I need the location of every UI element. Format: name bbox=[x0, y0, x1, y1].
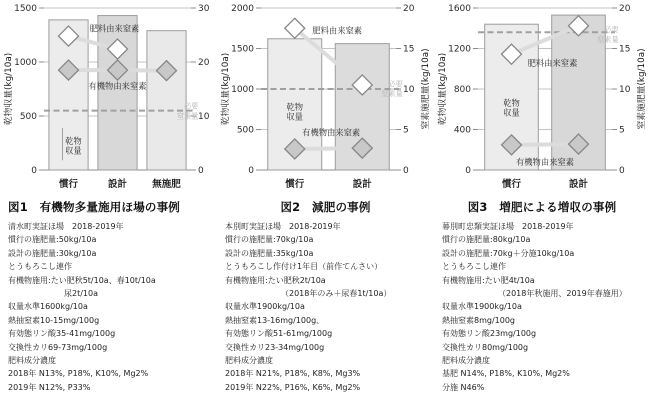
svg-text:肥料由来窒素: 肥料由来窒素 bbox=[527, 58, 578, 69]
right-axis-title: 窒素施肥量(kg/10a) bbox=[637, 48, 647, 130]
note-line: 尿2t/10a bbox=[64, 289, 99, 299]
note-line: 本別町実証ほ場 2018-2019年 bbox=[225, 222, 341, 231]
svg-text:10: 10 bbox=[619, 85, 631, 95]
note-line: 慣行の施肥量:50kg/10a bbox=[8, 235, 97, 245]
figure1-caption: 図1 有機物多量施用ほ場の事例 bbox=[8, 200, 180, 214]
note-line: 設計の施肥量:70kg＋分施10kg/10a bbox=[442, 248, 575, 258]
right-axis-title: 窒素施肥量(kg/10a) bbox=[421, 48, 431, 130]
note-line: 肥料成分濃度 bbox=[225, 356, 273, 366]
note-line: 交換性カリ23-34mg/100g bbox=[225, 342, 325, 352]
note-line: 有機物施用:たい肥4t/10a bbox=[442, 275, 535, 285]
svg-text:10: 10 bbox=[198, 112, 210, 122]
note-line: 肥料成分濃度 bbox=[442, 356, 490, 366]
note-line: 慣行の施肥量:80kg/10a bbox=[442, 235, 531, 245]
svg-text:1500: 1500 bbox=[14, 4, 37, 14]
figure3-chart-area bbox=[434, 0, 650, 196]
svg-text:設計: 設計 bbox=[568, 179, 589, 190]
svg-text:0: 0 bbox=[31, 166, 37, 176]
svg-text:500: 500 bbox=[236, 125, 254, 136]
note-line: 肥料成分濃度 bbox=[8, 356, 56, 366]
figure2-chart bbox=[217, 0, 434, 196]
note-line: 収量水準1600kg/10a bbox=[8, 302, 88, 312]
svg-text:収量: 収量 bbox=[65, 145, 82, 156]
note-line: 熱抽窒素10-15mg/100g bbox=[8, 315, 100, 325]
x-axis-labels bbox=[284, 178, 372, 190]
figure2-panel bbox=[217, 0, 434, 414]
svg-text:20: 20 bbox=[198, 58, 210, 68]
x-axis-labels bbox=[58, 178, 181, 190]
svg-text:必要: 必要 bbox=[388, 79, 403, 89]
figure3-chart bbox=[434, 0, 650, 196]
note-line: （2018年秋施用、2019年春施用） bbox=[498, 289, 627, 299]
svg-text:肥料由来窒素: 肥料由来窒素 bbox=[312, 25, 363, 36]
svg-text:500: 500 bbox=[19, 112, 37, 122]
svg-text:設計: 設計 bbox=[107, 179, 128, 190]
note-line: とうもろこし連作 bbox=[8, 262, 72, 272]
left-axis-title: 乾物収量(kg/10a) bbox=[438, 52, 448, 126]
note-line: 幕別町忠類実証ほ場 2018-2019年 bbox=[442, 222, 574, 231]
svg-text:慣行: 慣行 bbox=[501, 179, 522, 190]
svg-text:無施肥: 無施肥 bbox=[152, 179, 181, 190]
svg-text:0: 0 bbox=[403, 166, 409, 176]
svg-text:0: 0 bbox=[248, 166, 254, 176]
svg-text:設計: 設計 bbox=[352, 179, 372, 190]
svg-text:乾物: 乾物 bbox=[286, 101, 304, 112]
note-line: 有効態リン酸23mg/100g bbox=[442, 329, 537, 339]
svg-text:15: 15 bbox=[403, 44, 415, 55]
svg-text:20: 20 bbox=[619, 4, 631, 14]
figure3-panel bbox=[434, 0, 650, 414]
note-line: 2018年 N21%, P18%, K8%, Mg3% bbox=[225, 369, 361, 379]
left-axis-title: 乾物収量(kg/10a) bbox=[221, 52, 231, 126]
svg-text:5: 5 bbox=[403, 125, 409, 136]
note-line: （2018年のみ＋尿春1t/10a） bbox=[281, 289, 392, 299]
figure1-chart-area bbox=[0, 0, 217, 196]
note-line: 2018年 N13%, P18%, K10%, Mg2% bbox=[8, 369, 149, 379]
svg-text:窒素量: 窒素量 bbox=[176, 111, 199, 121]
note-line: 熱抽窒素13-16mg/100g、 bbox=[225, 315, 325, 325]
svg-text:2000: 2000 bbox=[231, 4, 254, 14]
note-line: 収量水準1900kg/10a bbox=[442, 302, 522, 312]
figure2-chart-area bbox=[217, 0, 434, 196]
svg-text:必要: 必要 bbox=[183, 101, 199, 111]
svg-text:窒素量: 窒素量 bbox=[381, 89, 403, 99]
svg-text:窒素量: 窒素量 bbox=[597, 34, 619, 44]
svg-text:15: 15 bbox=[619, 44, 631, 55]
svg-text:有機物由来窒素: 有機物由来窒素 bbox=[88, 80, 147, 91]
x-axis-labels bbox=[501, 178, 589, 190]
svg-text:収量: 収量 bbox=[503, 107, 520, 118]
note-line: 基肥 N14%, P18%, K10%, Mg2% bbox=[442, 369, 570, 379]
svg-text:10: 10 bbox=[403, 85, 415, 95]
figure3-caption: 図3 増肥による増収の事例 bbox=[467, 200, 617, 214]
svg-text:0: 0 bbox=[198, 166, 204, 176]
note-line: 清水町実証ほ場 2018-2019年 bbox=[8, 222, 124, 231]
note-line: 設計の施肥量:30kg/10a bbox=[8, 248, 97, 258]
note-line: 有機物施用:たい肥秋2t/10a bbox=[225, 275, 326, 285]
note-line: とうもろこし連作 bbox=[442, 262, 506, 272]
figure1-notes bbox=[0, 220, 217, 394]
svg-text:有機物由来窒素: 有機物由来窒素 bbox=[302, 127, 361, 138]
bar-無施肥 bbox=[147, 31, 186, 170]
note-line: 交換性カリ69-73mg/100g bbox=[8, 342, 108, 352]
svg-text:収量: 収量 bbox=[286, 111, 304, 122]
svg-text:慣行: 慣行 bbox=[285, 179, 305, 190]
note-line: とうもろこし作付け1年目（前作てんさい） bbox=[225, 262, 383, 272]
note-line: 分施 N46% bbox=[442, 382, 485, 392]
note-line: 設計の施肥量:35kg/10a bbox=[225, 248, 314, 258]
svg-text:慣行: 慣行 bbox=[58, 179, 79, 190]
figure1-panel bbox=[0, 0, 217, 414]
svg-text:0: 0 bbox=[619, 166, 625, 176]
svg-text:1500: 1500 bbox=[231, 44, 254, 55]
svg-text:1000: 1000 bbox=[14, 58, 37, 68]
note-line: 2019年 N12%, P33% bbox=[8, 382, 91, 392]
svg-text:1600: 1600 bbox=[448, 4, 471, 14]
svg-text:有機物由来窒素: 有機物由来窒素 bbox=[515, 156, 575, 167]
note-line: 有効態リン酸51-61mg/100g bbox=[225, 329, 333, 339]
figure2-caption: 図2 減肥の事例 bbox=[280, 200, 371, 214]
svg-text:5: 5 bbox=[619, 125, 625, 136]
note-line: 交換性カリ80mg/100g bbox=[442, 342, 529, 352]
figure2-notes bbox=[217, 220, 434, 394]
svg-text:乾物: 乾物 bbox=[65, 135, 82, 146]
svg-text:400: 400 bbox=[453, 125, 471, 136]
svg-text:800: 800 bbox=[453, 85, 471, 95]
svg-text:必要: 必要 bbox=[604, 25, 619, 35]
figure3-notes bbox=[434, 220, 650, 394]
note-line: 有効態リン酸35-41mg/100g bbox=[8, 329, 116, 339]
svg-text:20: 20 bbox=[403, 4, 415, 14]
left-axis-title: 乾物収量(kg/10a) bbox=[4, 52, 14, 126]
note-line: 熱抽窒素8mg/100g bbox=[442, 315, 516, 325]
svg-text:30: 30 bbox=[198, 4, 210, 14]
svg-text:1200: 1200 bbox=[448, 44, 471, 55]
svg-text:肥料由来窒素: 肥料由来窒素 bbox=[89, 23, 140, 34]
note-line: 収量水準1900kg/10a bbox=[225, 302, 305, 312]
figure1-chart bbox=[0, 0, 217, 196]
svg-text:乾物: 乾物 bbox=[503, 97, 520, 108]
note-line: 慣行の施肥量:70kg/10a bbox=[225, 235, 314, 245]
svg-text:0: 0 bbox=[465, 166, 471, 176]
note-line: 2019年 N22%, P16%, K6%, Mg2% bbox=[225, 382, 361, 392]
note-line: 有機物施用:たい肥秋5t/10a、春10t/10a bbox=[8, 275, 156, 285]
svg-text:1000: 1000 bbox=[231, 85, 254, 95]
